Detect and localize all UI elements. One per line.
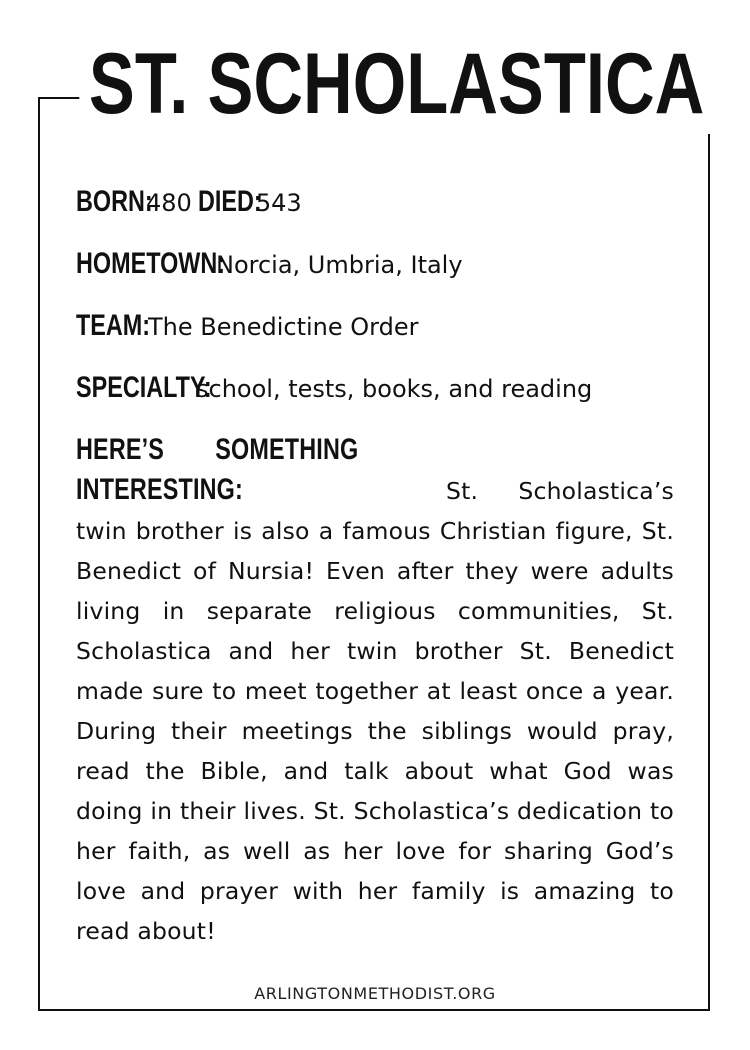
hometown-value: Norcia, Umbria, Italy xyxy=(216,251,463,279)
team-value: The Benedictine Order xyxy=(148,313,419,341)
born-label: BORN: xyxy=(76,185,153,218)
born-value: 480 xyxy=(146,189,192,217)
interesting-value: St. Scholastica’s twin brother is also a famous Christian figure, St. Benedict of Nursia! Even after they were adults living in separate religious communities, St. Scholastica and her twin brother St. Benedict made sure to meet together at least once a year. During their meetings the siblings would pray, read the Bible, and talk about what God was doing in their lives. St. Scholastica’s dedication to her faith, as well as her love for sharing God’s love and prayer with her family is amazing to read about! xyxy=(76,477,674,945)
specialty-label: SPECIALTY: xyxy=(76,371,212,404)
born-died-row xyxy=(76,178,674,240)
team-label: TEAM: xyxy=(76,309,151,342)
card-content xyxy=(76,178,674,975)
interesting-paragraph xyxy=(76,430,674,951)
died-value: 543 xyxy=(255,189,302,217)
title-container xyxy=(0,34,750,134)
interesting-label: HERE’S SOMETHING INTERESTING: xyxy=(76,433,359,506)
team-row xyxy=(76,302,674,364)
specialty-row xyxy=(76,364,674,426)
specialty-value: school, tests, books, and reading xyxy=(196,375,593,403)
footer-website: ARLINGTONMETHODIST.ORG xyxy=(254,984,496,1003)
hometown-label: HOMETOWN: xyxy=(76,247,226,280)
card-title: ST. SCHOLASTICA xyxy=(79,34,714,134)
hometown-row xyxy=(76,240,674,302)
died-label: DIED: xyxy=(197,185,262,218)
